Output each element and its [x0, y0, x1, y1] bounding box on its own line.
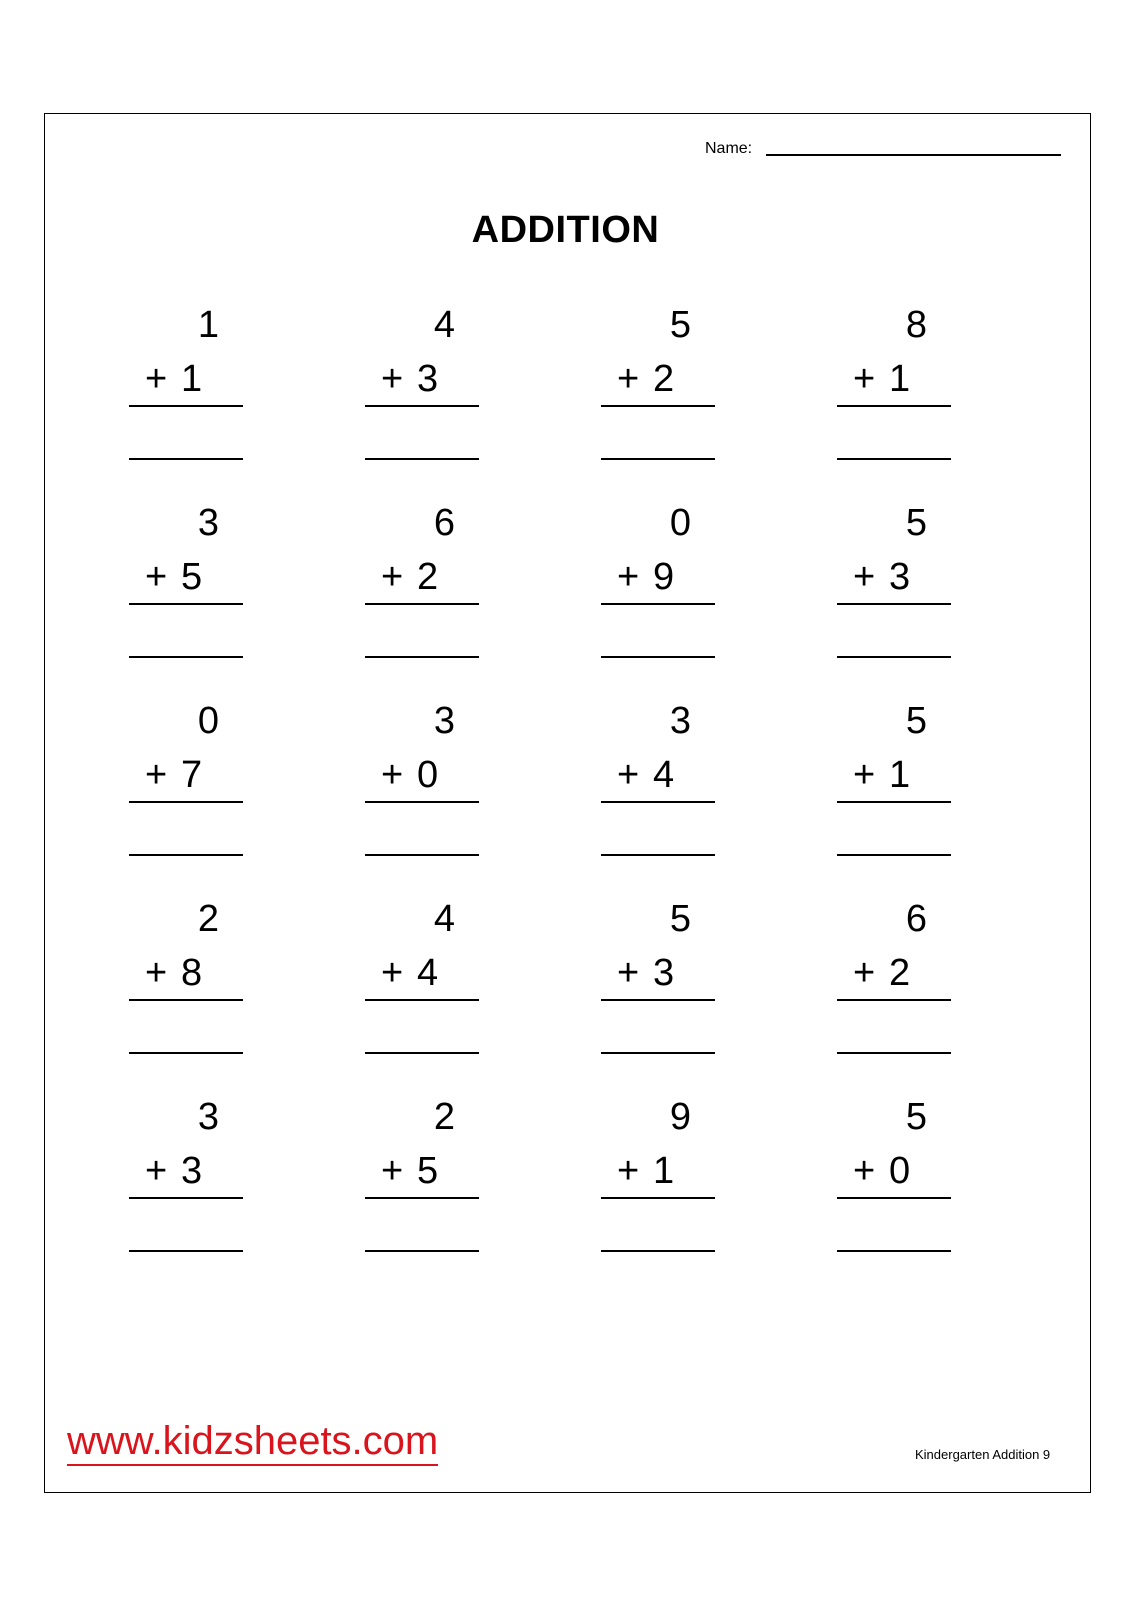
- problem-bottom-number: 1: [653, 1150, 675, 1192]
- problem: [365, 699, 479, 849]
- problem: [837, 501, 951, 651]
- plus-sign: +: [145, 1150, 168, 1192]
- problem-top-number: 6: [433, 502, 455, 544]
- problem: [837, 1095, 951, 1245]
- problem-top-number: 2: [433, 1096, 455, 1138]
- plus-sign: +: [381, 952, 404, 994]
- problem-bottom-row: [381, 357, 438, 401]
- problem-bottom-row: [145, 1149, 202, 1193]
- problem: [365, 303, 479, 453]
- answer-line: [129, 854, 243, 856]
- plus-sign: +: [617, 358, 640, 400]
- plus-sign: +: [145, 952, 168, 994]
- answer-line: [129, 1250, 243, 1252]
- plus-sign: +: [853, 358, 876, 400]
- problem-bottom-row: [145, 753, 202, 797]
- problem-bottom-number: 3: [653, 952, 675, 994]
- problem-bottom-row: [381, 555, 438, 599]
- sum-line: [601, 603, 715, 605]
- plus-sign: +: [381, 754, 404, 796]
- answer-line: [601, 656, 715, 658]
- problem-top-number: 5: [905, 700, 927, 742]
- problem-bottom-number: 3: [181, 1150, 203, 1192]
- sum-line: [601, 999, 715, 1001]
- problem-top-number: 6: [905, 898, 927, 940]
- problem-top-number: 5: [905, 1096, 927, 1138]
- sum-line: [129, 1197, 243, 1199]
- problem: [129, 1095, 243, 1245]
- sum-line: [601, 1197, 715, 1199]
- problem: [837, 699, 951, 849]
- problem-bottom-number: 5: [417, 1150, 439, 1192]
- plus-sign: +: [381, 556, 404, 598]
- problem-bottom-row: [145, 357, 202, 401]
- plus-sign: +: [145, 358, 168, 400]
- plus-sign: +: [617, 952, 640, 994]
- problem-bottom-number: 1: [181, 358, 203, 400]
- answer-line: [837, 656, 951, 658]
- problem-bottom-number: 5: [181, 556, 203, 598]
- problem: [601, 303, 715, 453]
- problem-top-number: 3: [197, 502, 219, 544]
- problem-bottom-row: [853, 555, 910, 599]
- problem-bottom-row: [145, 555, 202, 599]
- problem: [129, 303, 243, 453]
- problem-top-number: 5: [669, 304, 691, 346]
- sum-line: [837, 801, 951, 803]
- problem: [601, 501, 715, 651]
- problem-bottom-row: [617, 555, 674, 599]
- problem-top-number: 9: [669, 1096, 691, 1138]
- sum-line: [129, 801, 243, 803]
- problem-bottom-row: [617, 753, 674, 797]
- problem-bottom-number: 3: [417, 358, 439, 400]
- problem-bottom-row: [853, 951, 910, 995]
- problem-top-number: 5: [669, 898, 691, 940]
- answer-line: [129, 1052, 243, 1054]
- problem-bottom-number: 0: [889, 1150, 911, 1192]
- problem-bottom-row: [381, 951, 438, 995]
- problem-top-number: 3: [669, 700, 691, 742]
- problem-bottom-number: 1: [889, 358, 911, 400]
- problem-bottom-number: 9: [653, 556, 675, 598]
- sheet-label: Kindergarten Addition 9: [915, 1447, 1051, 1462]
- problem-bottom-row: [617, 1149, 674, 1193]
- sum-line: [365, 405, 479, 407]
- problem: [129, 897, 243, 1047]
- problem-bottom-number: 4: [653, 754, 675, 796]
- problem-bottom-number: 0: [417, 754, 439, 796]
- problem-bottom-number: 1: [889, 754, 911, 796]
- answer-line: [129, 656, 243, 658]
- answer-line: [601, 1250, 715, 1252]
- problem-top-number: 0: [669, 502, 691, 544]
- name-label: Name:: [705, 140, 753, 157]
- plus-sign: +: [381, 1150, 404, 1192]
- answer-line: [601, 1052, 715, 1054]
- answer-line: [365, 656, 479, 658]
- sum-line: [365, 801, 479, 803]
- problem-bottom-number: 2: [653, 358, 675, 400]
- answer-line: [365, 1052, 479, 1054]
- answer-line: [601, 854, 715, 856]
- problem: [837, 303, 951, 453]
- worksheet-title: ADDITION: [471, 209, 660, 251]
- plus-sign: +: [381, 358, 404, 400]
- sum-line: [365, 1197, 479, 1199]
- problem-top-number: 8: [905, 304, 927, 346]
- problem: [365, 897, 479, 1047]
- problem: [365, 501, 479, 651]
- plus-sign: +: [617, 556, 640, 598]
- problem: [837, 897, 951, 1047]
- problem-bottom-number: 3: [889, 556, 911, 598]
- answer-line: [601, 458, 715, 460]
- problem-top-number: 3: [433, 700, 455, 742]
- problem-bottom-row: [617, 357, 674, 401]
- problem-bottom-number: 2: [417, 556, 439, 598]
- sum-line: [365, 603, 479, 605]
- plus-sign: +: [617, 1150, 640, 1192]
- answer-line: [365, 854, 479, 856]
- sum-line: [837, 999, 951, 1001]
- answer-line: [837, 1052, 951, 1054]
- problem-bottom-number: 7: [181, 754, 203, 796]
- sum-line: [365, 999, 479, 1001]
- sum-line: [837, 603, 951, 605]
- problem-bottom-number: 4: [417, 952, 439, 994]
- problem-bottom-row: [853, 753, 910, 797]
- problem: [129, 699, 243, 849]
- problem: [601, 897, 715, 1047]
- name-blank-line: [766, 154, 1061, 156]
- problem-top-number: 5: [905, 502, 927, 544]
- website-link[interactable]: www.kidzsheets.com: [67, 1418, 438, 1466]
- plus-sign: +: [145, 754, 168, 796]
- problem-bottom-row: [617, 951, 674, 995]
- problem-bottom-number: 2: [889, 952, 911, 994]
- answer-line: [837, 1250, 951, 1252]
- sum-line: [129, 405, 243, 407]
- problem-top-number: 3: [197, 1096, 219, 1138]
- problem-top-number: 4: [433, 304, 455, 346]
- problem-top-number: 2: [197, 898, 219, 940]
- problem-top-number: 0: [197, 700, 219, 742]
- answer-line: [365, 1250, 479, 1252]
- problem: [601, 699, 715, 849]
- sum-line: [129, 999, 243, 1001]
- answer-line: [837, 854, 951, 856]
- sum-line: [601, 801, 715, 803]
- problem: [365, 1095, 479, 1245]
- answer-line: [837, 458, 951, 460]
- problem: [129, 501, 243, 651]
- problem-bottom-row: [381, 753, 438, 797]
- problem-bottom-row: [381, 1149, 438, 1193]
- plus-sign: +: [853, 1150, 876, 1192]
- problem-bottom-row: [853, 1149, 910, 1193]
- plus-sign: +: [853, 556, 876, 598]
- plus-sign: +: [617, 754, 640, 796]
- problem-top-number: 4: [433, 898, 455, 940]
- problem: [601, 1095, 715, 1245]
- problem-bottom-row: [853, 357, 910, 401]
- sum-line: [837, 1197, 951, 1199]
- sum-line: [129, 603, 243, 605]
- plus-sign: +: [145, 556, 168, 598]
- answer-line: [129, 458, 243, 460]
- plus-sign: +: [853, 952, 876, 994]
- problem-bottom-row: [145, 951, 202, 995]
- sum-line: [601, 405, 715, 407]
- plus-sign: +: [853, 754, 876, 796]
- problem-top-number: 1: [197, 304, 219, 346]
- answer-line: [365, 458, 479, 460]
- name-row: [705, 137, 1061, 159]
- problem-bottom-number: 8: [181, 952, 203, 994]
- sum-line: [837, 405, 951, 407]
